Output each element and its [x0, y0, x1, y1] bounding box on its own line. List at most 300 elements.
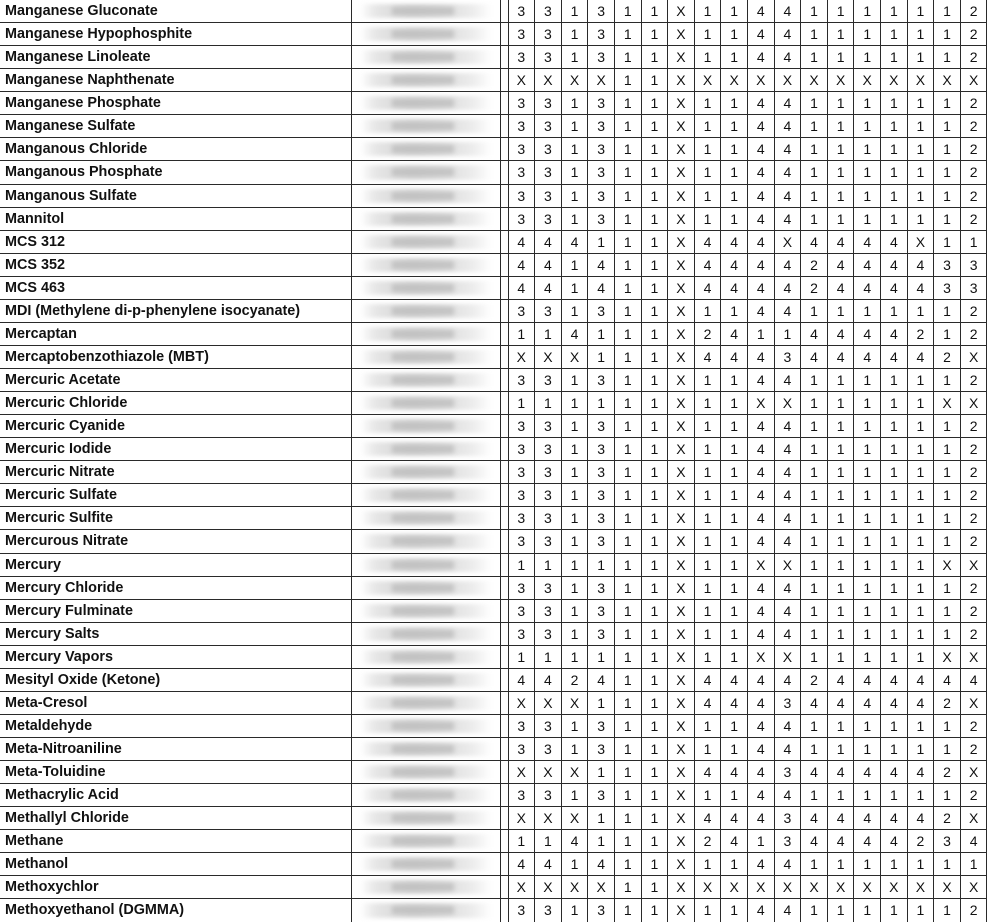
rating-cell: 1	[881, 138, 908, 161]
rating-cell: 1	[801, 714, 828, 737]
rating-cell: 1	[907, 115, 934, 138]
rating-cell: 1	[694, 392, 721, 415]
blur-mask-text	[392, 630, 454, 638]
rating-cell: X	[801, 69, 828, 92]
rating-cell: X	[668, 507, 695, 530]
rating-cell: 1	[535, 830, 562, 853]
rating-cell: 1	[934, 369, 961, 392]
rating-cell: 1	[881, 553, 908, 576]
rating-cell: 3	[535, 714, 562, 737]
rating-cell: 4	[881, 345, 908, 368]
rating-cell: X	[508, 691, 535, 714]
chemical-name: Methacrylic Acid	[0, 784, 351, 807]
table-row	[0, 138, 987, 161]
redacted-cas-number	[351, 622, 500, 645]
rating-cell: 1	[561, 392, 588, 415]
table-row	[0, 46, 987, 69]
blur-mask-text	[392, 906, 454, 914]
rating-cell: 3	[588, 415, 615, 438]
rating-cell: X	[561, 691, 588, 714]
rating-cell: 1	[588, 807, 615, 830]
rating-cell: 1	[801, 507, 828, 530]
chemical-name: Manganous Phosphate	[0, 161, 351, 184]
column-gap	[500, 276, 508, 299]
rating-cell: 4	[747, 207, 774, 230]
rating-cell: 1	[694, 576, 721, 599]
rating-cell: X	[960, 807, 987, 830]
rating-cell: 1	[907, 207, 934, 230]
rating-cell: X	[934, 645, 961, 668]
rating-cell: 1	[614, 92, 641, 115]
redacted-cas-number	[351, 553, 500, 576]
rating-cell: 4	[774, 369, 801, 392]
rating-cell: 4	[881, 691, 908, 714]
rating-cell: 1	[641, 576, 668, 599]
blur-mask-text	[392, 745, 454, 753]
rating-cell: 4	[827, 761, 854, 784]
rating-cell: 4	[588, 853, 615, 876]
rating-cell: 4	[907, 668, 934, 691]
rating-cell: 1	[801, 899, 828, 922]
rating-cell: 1	[561, 299, 588, 322]
rating-cell: 1	[854, 576, 881, 599]
rating-cell: 1	[588, 553, 615, 576]
rating-cell: 4	[694, 253, 721, 276]
rating-cell: 3	[588, 622, 615, 645]
rating-cell: 2	[960, 784, 987, 807]
chemical-name: Manganese Hypophosphite	[0, 23, 351, 46]
rating-cell: X	[535, 876, 562, 899]
blur-mask-text	[392, 122, 454, 130]
rating-cell: X	[668, 899, 695, 922]
rating-cell: 1	[694, 369, 721, 392]
column-gap	[500, 576, 508, 599]
rating-cell: 1	[881, 576, 908, 599]
rating-cell: 4	[881, 276, 908, 299]
rating-cell: 3	[588, 461, 615, 484]
chemical-name: Manganous Chloride	[0, 138, 351, 161]
rating-cell: 1	[588, 761, 615, 784]
rating-cell: 1	[907, 738, 934, 761]
rating-cell: 1	[561, 853, 588, 876]
rating-cell: 1	[854, 392, 881, 415]
rating-cell: 4	[881, 668, 908, 691]
rating-cell: 1	[614, 115, 641, 138]
blur-mask-text	[392, 607, 454, 615]
redacted-cas-number	[351, 738, 500, 761]
rating-cell: 1	[721, 622, 748, 645]
blur-mask-text	[392, 653, 454, 661]
rating-cell: 1	[561, 553, 588, 576]
rating-cell: 1	[774, 322, 801, 345]
blur-mask-text	[392, 814, 454, 822]
rating-cell: 1	[614, 461, 641, 484]
rating-cell: 1	[641, 853, 668, 876]
table-row	[0, 161, 987, 184]
rating-cell: X	[668, 415, 695, 438]
rating-cell: 1	[881, 299, 908, 322]
redacted-cas-number	[351, 276, 500, 299]
rating-cell: 3	[508, 92, 535, 115]
rating-cell: 1	[881, 46, 908, 69]
rating-cell: 1	[827, 207, 854, 230]
rating-cell: X	[747, 553, 774, 576]
rating-cell: 1	[641, 322, 668, 345]
rating-cell: 3	[934, 276, 961, 299]
rating-cell: X	[668, 691, 695, 714]
rating-cell: 2	[960, 115, 987, 138]
column-gap	[500, 207, 508, 230]
redacted-cas-number	[351, 69, 500, 92]
rating-cell: 1	[561, 714, 588, 737]
rating-cell: 1	[907, 92, 934, 115]
rating-cell: 3	[588, 507, 615, 530]
rating-cell: 3	[508, 461, 535, 484]
redacted-cas-number	[351, 899, 500, 922]
blur-mask-text	[392, 399, 454, 407]
rating-cell: X	[668, 807, 695, 830]
rating-cell: 3	[508, 299, 535, 322]
rating-cell: X	[561, 761, 588, 784]
rating-cell: 1	[854, 23, 881, 46]
rating-cell: 1	[588, 230, 615, 253]
rating-cell: 1	[907, 392, 934, 415]
rating-cell: 3	[588, 530, 615, 553]
rating-cell: 1	[801, 645, 828, 668]
blur-mask-text	[392, 99, 454, 107]
rating-cell: 3	[535, 115, 562, 138]
rating-cell: 1	[535, 645, 562, 668]
table-row	[0, 415, 987, 438]
rating-cell: 4	[747, 438, 774, 461]
rating-cell: 1	[881, 899, 908, 922]
column-gap	[500, 761, 508, 784]
rating-cell: 1	[854, 92, 881, 115]
rating-cell: 2	[934, 807, 961, 830]
rating-cell: 3	[588, 92, 615, 115]
column-gap	[500, 668, 508, 691]
rating-cell: 1	[641, 207, 668, 230]
rating-cell: 2	[934, 345, 961, 368]
rating-cell: 4	[774, 899, 801, 922]
rating-cell: 1	[561, 899, 588, 922]
blur-mask-text	[392, 468, 454, 476]
table-row	[0, 230, 987, 253]
rating-cell: 1	[614, 184, 641, 207]
rating-cell: X	[774, 645, 801, 668]
rating-cell: 4	[747, 92, 774, 115]
rating-cell: 4	[774, 738, 801, 761]
rating-cell: 3	[535, 138, 562, 161]
rating-cell: 1	[614, 392, 641, 415]
chemical-name: Methoxychlor	[0, 876, 351, 899]
rating-cell: 4	[747, 853, 774, 876]
rating-cell: 4	[881, 253, 908, 276]
rating-cell: 1	[907, 0, 934, 23]
column-gap	[500, 253, 508, 276]
redacted-cas-number	[351, 784, 500, 807]
rating-cell: 1	[801, 207, 828, 230]
rating-cell: X	[668, 461, 695, 484]
rating-cell: 1	[907, 484, 934, 507]
rating-cell: 2	[907, 830, 934, 853]
rating-cell: 1	[561, 0, 588, 23]
rating-cell: 1	[721, 207, 748, 230]
rating-cell: 1	[934, 853, 961, 876]
table-row	[0, 23, 987, 46]
blur-mask-text	[392, 353, 454, 361]
rating-cell: 1	[641, 645, 668, 668]
rating-cell: 3	[774, 807, 801, 830]
table-row	[0, 438, 987, 461]
rating-cell: 1	[614, 69, 641, 92]
rating-cell: 3	[508, 115, 535, 138]
table-row	[0, 369, 987, 392]
rating-cell: X	[960, 645, 987, 668]
rating-cell: 3	[588, 23, 615, 46]
rating-cell: 1	[641, 714, 668, 737]
rating-cell: 1	[721, 507, 748, 530]
rating-cell: 4	[827, 807, 854, 830]
rating-cell: 4	[881, 830, 908, 853]
rating-cell: 1	[694, 853, 721, 876]
rating-cell: 1	[721, 369, 748, 392]
rating-cell: X	[668, 115, 695, 138]
rating-cell: 1	[614, 507, 641, 530]
rating-cell: 4	[801, 807, 828, 830]
rating-cell: 3	[535, 899, 562, 922]
rating-cell: X	[668, 345, 695, 368]
rating-cell: 1	[827, 599, 854, 622]
rating-cell: 4	[747, 599, 774, 622]
blur-mask-text	[392, 76, 454, 84]
rating-cell: 3	[508, 530, 535, 553]
rating-cell: 4	[854, 322, 881, 345]
rating-cell: 4	[694, 807, 721, 830]
blur-mask-text	[392, 376, 454, 384]
rating-cell: 1	[827, 507, 854, 530]
rating-cell: X	[774, 69, 801, 92]
chemical-name: Mercuric Iodide	[0, 438, 351, 461]
column-gap	[500, 784, 508, 807]
redacted-cas-number	[351, 92, 500, 115]
rating-cell: 1	[614, 276, 641, 299]
rating-cell: 1	[641, 253, 668, 276]
blur-mask-text	[392, 261, 454, 269]
blur-mask-text	[392, 330, 454, 338]
rating-cell: 3	[535, 46, 562, 69]
rating-cell: 1	[614, 714, 641, 737]
rating-cell: 1	[907, 461, 934, 484]
rating-cell: X	[960, 876, 987, 899]
rating-cell: 1	[934, 899, 961, 922]
rating-cell: X	[907, 876, 934, 899]
rating-cell: X	[668, 576, 695, 599]
rating-cell: 2	[960, 322, 987, 345]
rating-cell: 1	[881, 23, 908, 46]
redacted-cas-number	[351, 23, 500, 46]
rating-cell: X	[881, 876, 908, 899]
rating-cell: X	[668, 599, 695, 622]
rating-cell: 1	[747, 322, 774, 345]
rating-cell: X	[668, 714, 695, 737]
rating-cell: 1	[721, 784, 748, 807]
rating-cell: 3	[588, 738, 615, 761]
table-row	[0, 322, 987, 345]
chemical-name: MCS 312	[0, 230, 351, 253]
rating-cell: 4	[774, 299, 801, 322]
rating-cell: 1	[907, 415, 934, 438]
rating-cell: 2	[801, 253, 828, 276]
rating-cell: 3	[588, 184, 615, 207]
table-row	[0, 392, 987, 415]
rating-cell: 1	[827, 714, 854, 737]
table-row	[0, 738, 987, 761]
blur-mask-text	[392, 53, 454, 61]
rating-cell: 1	[588, 345, 615, 368]
rating-cell: 1	[907, 438, 934, 461]
column-gap	[500, 645, 508, 668]
rating-cell: 1	[907, 899, 934, 922]
rating-cell: X	[588, 69, 615, 92]
rating-cell: 1	[641, 691, 668, 714]
rating-cell: 1	[801, 369, 828, 392]
rating-cell: 1	[801, 622, 828, 645]
rating-cell: 3	[588, 369, 615, 392]
column-gap	[500, 23, 508, 46]
rating-cell: 3	[508, 599, 535, 622]
chemical-name: Manganese Naphthenate	[0, 69, 351, 92]
rating-cell: 1	[960, 853, 987, 876]
rating-cell: 1	[721, 853, 748, 876]
rating-cell: X	[535, 69, 562, 92]
chemical-name: Manganese Gluconate	[0, 0, 351, 23]
rating-cell: 3	[588, 161, 615, 184]
rating-cell: 4	[881, 807, 908, 830]
chemical-name: Mercury Salts	[0, 622, 351, 645]
rating-cell: 1	[561, 576, 588, 599]
rating-cell: 4	[854, 691, 881, 714]
column-gap	[500, 807, 508, 830]
rating-cell: 3	[535, 530, 562, 553]
rating-cell: 1	[694, 207, 721, 230]
rating-cell: 1	[561, 599, 588, 622]
rating-cell: 3	[535, 23, 562, 46]
chemical-name: Manganese Sulfate	[0, 115, 351, 138]
blur-mask-text	[392, 676, 454, 684]
column-gap	[500, 115, 508, 138]
rating-cell: 3	[588, 299, 615, 322]
rating-cell: 1	[721, 46, 748, 69]
redacted-cas-number	[351, 115, 500, 138]
rating-cell: 3	[535, 484, 562, 507]
blur-mask-text	[392, 561, 454, 569]
rating-cell: 1	[614, 691, 641, 714]
rating-cell: 1	[907, 138, 934, 161]
rating-cell: 1	[694, 553, 721, 576]
rating-cell: 1	[907, 714, 934, 737]
rating-cell: 4	[801, 322, 828, 345]
rating-cell: 1	[854, 46, 881, 69]
rating-cell: X	[934, 392, 961, 415]
rating-cell: 1	[827, 530, 854, 553]
rating-cell: 4	[588, 668, 615, 691]
rating-cell: 1	[721, 530, 748, 553]
rating-cell: 1	[614, 576, 641, 599]
blur-mask-text	[392, 791, 454, 799]
column-gap	[500, 0, 508, 23]
rating-cell: 1	[801, 484, 828, 507]
rating-cell: X	[508, 69, 535, 92]
rating-cell: 4	[694, 761, 721, 784]
column-gap	[500, 714, 508, 737]
blur-mask-text	[392, 422, 454, 430]
rating-cell: 3	[934, 830, 961, 853]
rating-cell: 3	[508, 23, 535, 46]
rating-cell: 1	[535, 553, 562, 576]
table-row	[0, 576, 987, 599]
rating-cell: 4	[801, 230, 828, 253]
redacted-cas-number	[351, 484, 500, 507]
redacted-cas-number	[351, 876, 500, 899]
rating-cell: 1	[721, 161, 748, 184]
rating-cell: 1	[561, 92, 588, 115]
rating-cell: 1	[934, 115, 961, 138]
rating-cell: X	[934, 553, 961, 576]
rating-cell: X	[960, 691, 987, 714]
rating-cell: 4	[774, 207, 801, 230]
rating-cell: 1	[614, 553, 641, 576]
rating-cell: 1	[854, 645, 881, 668]
rating-cell: 1	[934, 576, 961, 599]
rating-cell: 1	[934, 622, 961, 645]
rating-cell: 4	[774, 115, 801, 138]
table-row	[0, 461, 987, 484]
rating-cell: 3	[588, 207, 615, 230]
table-row	[0, 645, 987, 668]
rating-cell: 2	[694, 322, 721, 345]
rating-cell: 3	[535, 576, 562, 599]
rating-cell: 1	[614, 369, 641, 392]
rating-cell: 4	[827, 345, 854, 368]
rating-cell: 2	[960, 0, 987, 23]
rating-cell: 2	[960, 622, 987, 645]
table-row	[0, 853, 987, 876]
redacted-cas-number	[351, 830, 500, 853]
rating-cell: 1	[881, 714, 908, 737]
rating-cell: X	[747, 69, 774, 92]
rating-cell: 4	[721, 830, 748, 853]
rating-cell: 1	[934, 714, 961, 737]
rating-cell: 1	[694, 461, 721, 484]
rating-cell: 1	[694, 714, 721, 737]
rating-cell: X	[668, 876, 695, 899]
rating-cell: 1	[827, 484, 854, 507]
rating-cell: 1	[907, 23, 934, 46]
rating-cell: 3	[535, 207, 562, 230]
rating-cell: X	[588, 876, 615, 899]
rating-cell: 4	[694, 345, 721, 368]
rating-cell: 4	[934, 668, 961, 691]
rating-cell: 4	[694, 691, 721, 714]
rating-cell: 1	[721, 553, 748, 576]
rating-cell: 1	[881, 622, 908, 645]
rating-cell: 1	[721, 392, 748, 415]
redacted-cas-number	[351, 138, 500, 161]
rating-cell: 4	[694, 230, 721, 253]
chemical-name: Methane	[0, 830, 351, 853]
column-gap	[500, 369, 508, 392]
